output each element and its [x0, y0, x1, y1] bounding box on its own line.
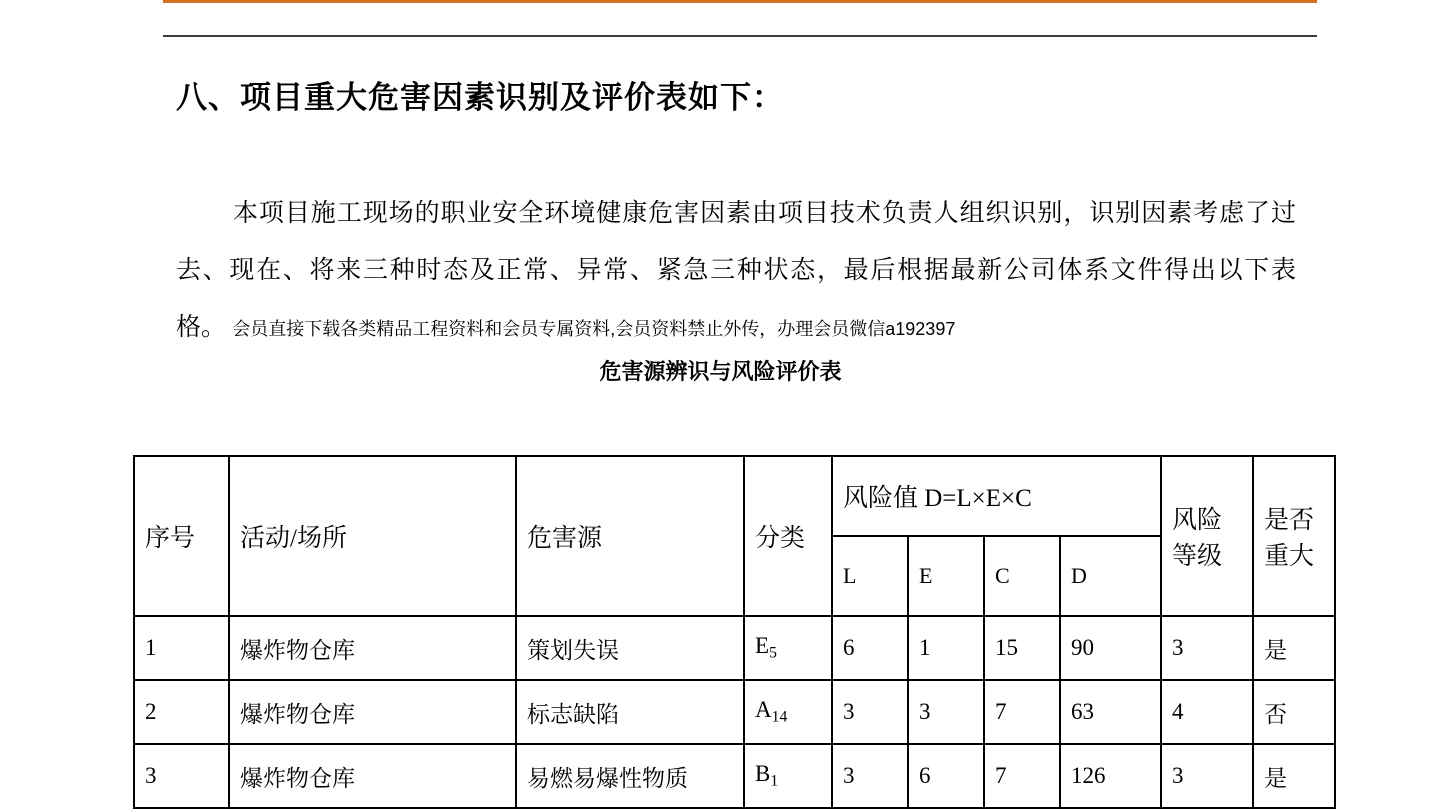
class-letter: B: [755, 761, 771, 787]
cell-seq: 2: [134, 680, 229, 744]
orange-divider-rule: [163, 0, 1317, 3]
header-e: E: [908, 536, 984, 616]
class-subscript: 5: [769, 644, 777, 662]
table-row: [134, 680, 1335, 744]
cell-major: 否: [1253, 680, 1335, 744]
cell-classification: [744, 616, 832, 680]
cell-classification: [744, 680, 832, 744]
cell-e: 1: [908, 616, 984, 680]
cell-e: 3: [908, 680, 984, 744]
promo-note: 会员直接下载各类精品工程资料和会员专属资料,会员资料禁止外传，办理会员微信a192397: [232, 319, 956, 339]
cell-place: 爆炸物仓库: [229, 744, 516, 808]
cell-l: 3: [832, 744, 908, 808]
cell-place: 爆炸物仓库: [229, 616, 516, 680]
header-is-major: 是否重大: [1253, 456, 1335, 616]
header-c: C: [984, 536, 1060, 616]
paragraph-text: 本项目施工现场的职业安全环境健康危害因素由项目技术负责人组织识别，识别因素考虑了过去、现在、将来三种时态及正常、异常、紧急三种状态，最后根据最新公司体系文件得出以下表格。: [176, 200, 1296, 341]
section-title: 八、项目重大危害因素识别及评价表如下：: [176, 80, 784, 115]
header-risk-level: 风险等级: [1161, 456, 1253, 616]
cell-major: 是: [1253, 616, 1335, 680]
table-title: 危害源辨识与风险评价表: [599, 359, 842, 384]
header-hazard: 危害源: [516, 456, 744, 616]
cell-seq: 3: [134, 744, 229, 808]
cell-seq: 1: [134, 616, 229, 680]
cell-d: 63: [1060, 680, 1161, 744]
cell-c: 7: [984, 680, 1060, 744]
header-classification: 分类: [744, 456, 832, 616]
header-d: D: [1060, 536, 1161, 616]
cell-level: 4: [1161, 680, 1253, 744]
class-subscript: 14: [771, 708, 788, 726]
cell-major: 是: [1253, 744, 1335, 808]
header-seq: 序号: [134, 456, 229, 616]
dark-divider-rule: [163, 35, 1317, 37]
cell-l: 6: [832, 616, 908, 680]
cell-hazard: 策划失误: [516, 616, 744, 680]
cell-c: 7: [984, 744, 1060, 808]
cell-hazard: 标志缺陷: [516, 680, 744, 744]
cell-d: 90: [1060, 616, 1161, 680]
class-letter: E: [755, 633, 770, 659]
cell-place: 爆炸物仓库: [229, 680, 516, 744]
cell-l: 3: [832, 680, 908, 744]
cell-d: 126: [1060, 744, 1161, 808]
header-risk-value-group: 风险值 D=L×E×C: [832, 456, 1161, 536]
cell-classification: [744, 744, 832, 808]
class-letter: A: [755, 697, 772, 723]
risk-evaluation-table: [133, 455, 1336, 809]
cell-hazard: 易燃易爆性物质: [516, 744, 744, 808]
table-row: [134, 744, 1335, 808]
header-l: L: [832, 536, 908, 616]
cell-level: 3: [1161, 616, 1253, 680]
body-paragraph: [176, 185, 1296, 358]
table-row: [134, 616, 1335, 680]
class-subscript: 1: [770, 772, 779, 790]
cell-level: 3: [1161, 744, 1253, 808]
header-place: 活动/场所: [229, 456, 516, 616]
cell-e: 6: [908, 744, 984, 808]
cell-c: 15: [984, 616, 1060, 680]
table-header-row-1: [134, 456, 1335, 536]
